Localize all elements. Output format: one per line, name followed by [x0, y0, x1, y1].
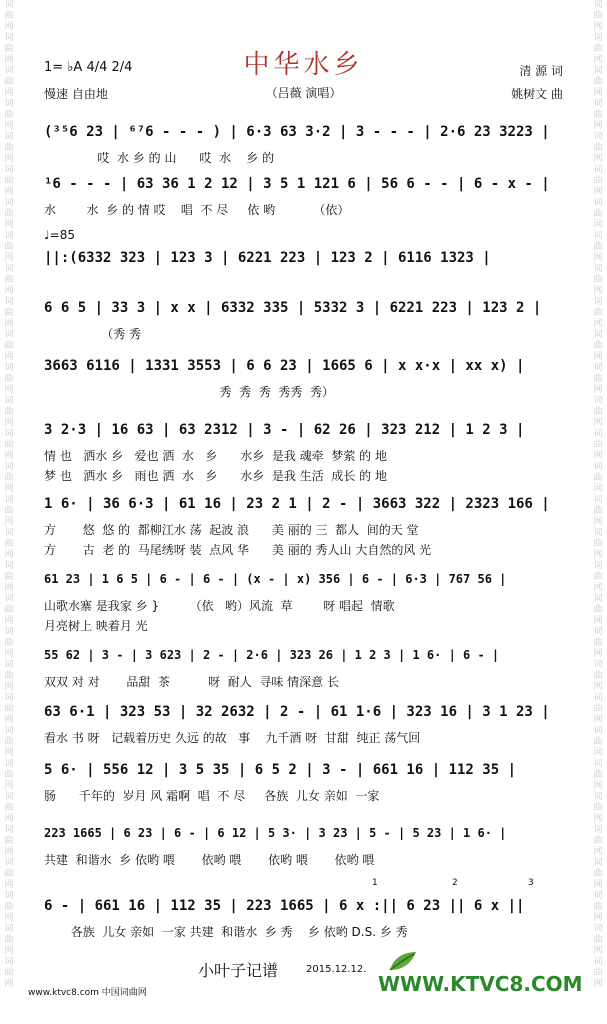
lyrics-row: （秀 秀 [44, 327, 142, 341]
transcribe-date: 2015.12.12. [306, 964, 367, 975]
lyrics-row: 双双 对 对 品甜 茶 呀 耐人 寻味 情深意 长 [44, 675, 339, 689]
notation-row: 3663 6116 | 1331 3553 | 6 6 23 | 1665 6 | x x·x | xx x) | [44, 358, 525, 374]
notation-row: 55 62 | 3 - | 3 623 | 2 - | 2·6 | 323 26 | 1 2 3 | 1 6· | 6 - | [44, 648, 500, 662]
volta-label: 2 [452, 878, 458, 888]
notation-row: 61 23 | 1 6 5 | 6 - | 6 - | (x - | x) 356 | 6 - | 6·3 | 767 56 | [44, 572, 507, 586]
lyrics-row: 各族 儿女 亲如 一家 共建 和谐水 乡 秀 乡 依哟 D.S. 乡 秀 [44, 925, 408, 939]
notation-row: 5 6· | 556 12 | 3 5 35 | 6 5 2 | 3 - | 661 16 | 112 35 | [44, 762, 517, 778]
notation-row: 1 6· | 36 6·3 | 61 16 | 23 2 1 | 2 - | 3663 322 | 2323 166 | [44, 496, 550, 512]
tempo-marking: 慢速 自由地 [44, 87, 108, 101]
lyrics-row: 水 水 乡 的 情 哎 唱 不 尽 依 哟 （依） [44, 203, 350, 217]
lyrics-row: 看水 书 呀 记载着历史 久远 的故 事 九千酒 呀 甘甜 纯正 荡气回 [44, 731, 421, 745]
watermark-right: 词曲网词曲网词曲网词曲网词曲网词曲网词曲网词曲网词曲网词曲网词曲网词曲网词曲网词曲网词曲网词曲网词曲网词曲网词曲网词曲网词曲网词曲网词曲网词曲网词曲网词曲网词曲网词曲网词曲网词曲网 [593, 0, 603, 989]
singer-credit: （吕薇 演唱） [265, 86, 342, 100]
notation-row: 6 - | 661 16 | 112 35 | 223 1665 | 6 x :|| 6 23 || 6 x || [44, 898, 525, 914]
lyrics-row: 山歌水寨 是我家 乡 } （依 哟）风流 草 呀 唱起 情歌 月亮树上 映着月 光 [44, 599, 395, 633]
leaf-logo-icon [386, 950, 418, 972]
notation-row: 3 2·3 | 16 63 | 63 2312 | 3 - | 62 26 | 323 212 | 1 2 3 | [44, 422, 525, 438]
notation-row: 6 6 5 | 33 3 | x x | 6332 335 | 5332 3 | 6221 223 | 123 2 | [44, 300, 542, 316]
notation-row: 223 1665 | 6 23 | 6 - | 6 12 | 5 3· | 3 23 | 5 - | 5 23 | 1 6· | [44, 826, 507, 840]
volta-label: 1 [372, 878, 378, 888]
site-logo[interactable]: WWW.KTVC8.COM [378, 972, 583, 996]
lyrics-row: 哎 水 乡 的 山 哎 水 乡 的 [44, 151, 275, 165]
watermark-left: 词曲网词曲网词曲网词曲网词曲网词曲网词曲网词曲网词曲网词曲网词曲网词曲网词曲网词曲网词曲网词曲网词曲网词曲网词曲网词曲网词曲网词曲网词曲网词曲网词曲网词曲网词曲网词曲网词曲网词曲网 [4, 0, 14, 989]
lyrics-row: 方 悠 悠 的 都柳江水 荡 起波 浪 美 丽的 三 都人 间的天 堂 方 古 老 的 马尾绣呀 装 点风 华 美 丽的 秀人山 大自然的风 光 [44, 523, 432, 557]
notation-row: ||:(6332 323 | 123 3 | 6221 223 | 123 2 | 6116 1323 | [44, 250, 491, 266]
notation-row: (³⁵6 23 | ⁶⁷6 - - - ) | 6·3 63 3·2 | 3 - - - | 2·6 23 3223 | [44, 124, 550, 140]
lyricist-credit: 清 源 词 [519, 64, 563, 78]
song-title: 中华水乡 [243, 50, 364, 80]
lyrics-row: 情 也 洒水 乡 爱也 洒 水 乡 水乡 是我 魂牵 梦萦 的 地 梦 也 洒水 乡 雨也 洒 水 乡 水乡 是我 生活 成长 的 地 [44, 449, 387, 483]
lyrics-row: 秀 秀 秀 秀秀 秀） [44, 385, 334, 399]
key-signature: 1= ♭A 4/4 2/4 [44, 60, 133, 75]
bpm-marking: ♩=85 [44, 228, 75, 242]
site-link-left[interactable]: www.ktvc8.com 中国词曲网 [28, 988, 147, 998]
lyrics-row: 共建 和谐水 乡 依哟 喂 依哟 喂 依哟 喂 依哟 喂 [44, 853, 375, 867]
volta-label: 3 [528, 878, 534, 888]
lyrics-row: 肠 千年的 岁月 风 霜啊 唱 不 尽 各族 儿女 亲如 一家 [44, 789, 380, 803]
transcriber-signature: 小叶子记谱 [198, 961, 279, 980]
notation-row: 63 6·1 | 323 53 | 32 2632 | 2 - | 61 1·6 | 323 16 | 3 1 23 | [44, 704, 550, 720]
composer-credit: 姚树文 曲 [511, 87, 563, 101]
notation-row: ¹6 - - - | 63 36 1 2 12 | 3 5 1 121 6 | 56 6 - - | 6 - x - | [44, 176, 550, 192]
